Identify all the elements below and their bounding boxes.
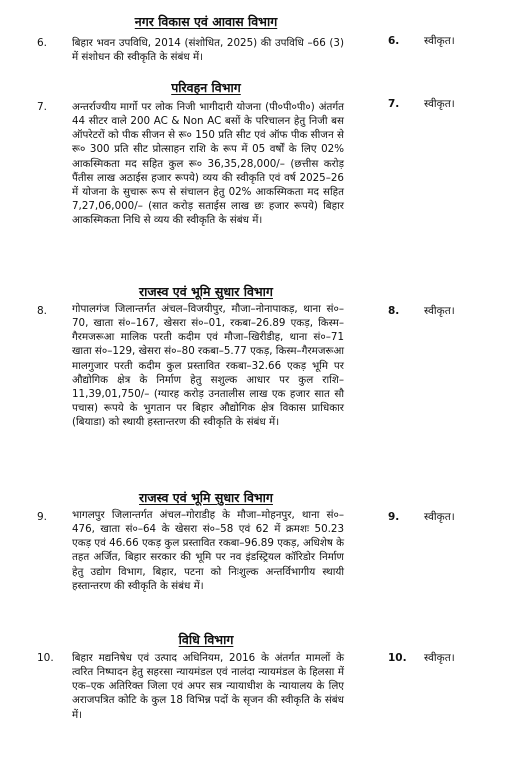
department-heading: परिवहन विभाग [171,80,241,95]
item-serial: 7. [37,101,48,113]
department-heading: विधि विभाग [178,632,234,647]
decision-label: स्वीकृत। [424,98,455,110]
decision-status [388,97,455,111]
decision-number: 10. [388,652,407,664]
department-heading: राजस्व एवं भूमि सुधार विभाग [139,490,273,505]
decision-status [388,510,455,524]
item-serial: 6. [37,37,48,49]
decision-number: 8. [388,305,400,317]
department-heading: राजस्व एवं भूमि सुधार विभाग [139,284,273,299]
decision-number: 9. [388,511,400,523]
item-description: बिहार मद्यनिषेध एवं उत्पाद अधिनियम, 2016 के अंतर्गत मामलों के त्वरित निष्पादन हेतु सहरसा न्यायमंडल एवं नालंदा न्यायमंडल के हिलसा में एक–एक अतिरिक्त जिला एवं अपर सत्र न्यायाधीश के न्यायालय के लिए अराजपत्रित कोटि के कुल 18 विभिन्न पदों के सृजन की स्वीकृति के संबंध में। [72,652,344,721]
item-description: गोपालगंज जिलान्तर्गत अंचल–विजयीपुर, मौजा–नोनापाकड़, थाना सं०–70, खाता सं०–167, खेसरा सं०–01, रकबा–26.89 एकड़, किस्म–गैरमजरूआ मालिक परती कदीम एवं मौजा–खिरीडीह, थाना सं०–71 खाता सं०–129, खेसरा सं०–80 रकबा–5.77 एकड़, किस्म–गैरमजरूआ मालगुजार परती कदीम कुल प्रस्तावित रकबा–32.66 एकड़ भूमि पर औद्योगिक क्षेत्र के निर्माण हेतु सशुल्क आधार पर कुल राशि–11,39,01,750/– (ग्यारह करोड़ उनतालीस लाख एक हजार सात सौ पचास) रूपये के भुगतान पर बिहार औद्योगिक क्षेत्र विकास प्राधिकार (बियाडा) को स्थायी हस्तान्तरण की स्वीकृति के संबंध में। [72,303,344,429]
item-description: बिहार भवन उपविधि, 2014 (संशोधित, 2025) की उपविधि –66 (3) में संशोधन की स्वीकृति के संबंध में। [72,37,344,64]
item-serial: 10. [37,652,54,664]
decision-label: स्वीकृत। [424,35,455,47]
decision-number: 6. [388,35,400,47]
item-serial: 8. [37,305,48,317]
decision-status [388,304,455,318]
department-heading: नगर विकास एवं आवास विभाग [134,14,278,29]
item-serial: 9. [37,511,48,523]
decision-status [388,651,455,665]
decision-number: 7. [388,98,400,110]
decision-label: स्वीकृत। [424,305,455,317]
decision-label: स्वीकृत। [424,652,455,664]
item-description: भागलपुर जिलान्तर्गत अंचल–गोराडीह के मौजा–मोहनपुर, थाना सं०–476, खाता सं०–64 के खेसरा सं०–58 एवं 62 में क्रमशः 50.23 एकड़ एवं 46.66 एकड़ कुल प्रस्तावित रकबा–96.89 एकड़, अधिशेष के तहत अर्जित, बिहार सरकार की भूमि पर नव इंडस्ट्रियल कॉरिडोर निर्माण हेतु उद्योग विभाग, बिहार, पटना को निःशुल्क अन्तर्विभागीय स्थायी हस्तान्तरण की स्वीकृति के संबंध में। [72,509,344,592]
item-description: अन्तर्राज्यीय मार्गो पर लोक निजी भागीदारी योजना (पी०पी०पी०) अंतर्गत 44 सीटर वाले 200 AC & Non AC बसों के परिचालन हेतु निजी बस ऑपरेटरों को पीक सीजन से रू० 150 प्रति सीट एवं ऑफ पीक सीजन से रू० 300 प्रति सीट प्रोत्साहन राशि के रूप में 05 वर्षों के लिए 02% आकस्मिकता मद सहित कुल रू० 36,35,28,000/– (छत्तीस करोड़ पैंतीस लाख अठाईस हजार रूपये) व्यय की स्वीकृति एवं वर्ष 2025–26 में योजना के सुचारू रूप से संचालन हेतु 02% आकस्मिकता मद सहित 7,27,06,000/– (सात करोड़ सताईस लाख छः हजार रूपये) बिहार आकस्मिकता निधि से व्यय की स्वीकृति के संबंध में। [72,101,344,227]
decision-label: स्वीकृत। [424,511,455,523]
decision-status [388,34,455,48]
